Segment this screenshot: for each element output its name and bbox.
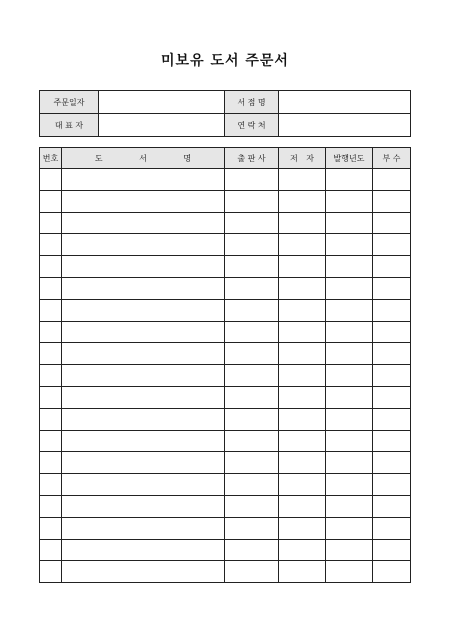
row-number-cell[interactable] <box>40 452 62 474</box>
row-number-cell[interactable] <box>40 517 62 539</box>
table-row <box>40 277 411 299</box>
book-title-cell[interactable] <box>62 212 225 234</box>
table-row <box>40 169 411 191</box>
representative-field[interactable] <box>99 114 225 137</box>
row-number-cell[interactable] <box>40 169 62 191</box>
publisher-cell[interactable] <box>225 256 279 278</box>
book-title-cell[interactable] <box>62 561 225 583</box>
publish-year-cell[interactable] <box>326 517 373 539</box>
author-cell[interactable] <box>279 343 326 365</box>
book-title-cell[interactable] <box>62 474 225 496</box>
order-info-table <box>39 90 411 137</box>
publisher-cell[interactable] <box>225 321 279 343</box>
column-header-publish-year: 발행년도 <box>326 148 373 169</box>
author-cell[interactable] <box>279 277 326 299</box>
author-cell[interactable] <box>279 452 326 474</box>
page-title: 미보유 도서 주문서 <box>161 53 289 69</box>
publish-year-cell[interactable] <box>326 408 373 430</box>
bookstore-name-label: 서 점 명 <box>225 91 279 114</box>
column-header-book-title: 도 서 명 <box>62 148 225 169</box>
publish-year-cell[interactable] <box>326 343 373 365</box>
publisher-cell[interactable] <box>225 495 279 517</box>
author-cell[interactable] <box>279 212 326 234</box>
table-row <box>40 343 411 365</box>
quantity-cell[interactable] <box>373 277 411 299</box>
book-order-rows <box>40 169 411 583</box>
publisher-cell[interactable] <box>225 234 279 256</box>
quantity-cell[interactable] <box>373 343 411 365</box>
author-cell[interactable] <box>279 299 326 321</box>
publisher-cell[interactable] <box>225 561 279 583</box>
column-header-author: 저 자 <box>279 148 326 169</box>
row-number-cell[interactable] <box>40 343 62 365</box>
table-row <box>40 256 411 278</box>
publish-year-cell[interactable] <box>326 256 373 278</box>
publish-year-cell[interactable] <box>326 321 373 343</box>
publish-year-cell[interactable] <box>326 561 373 583</box>
book-order-table <box>39 147 411 583</box>
table-row <box>40 299 411 321</box>
quantity-cell[interactable] <box>373 386 411 408</box>
table-row <box>40 517 411 539</box>
book-title-cell[interactable] <box>62 299 225 321</box>
book-title-cell[interactable] <box>62 277 225 299</box>
table-row <box>40 365 411 387</box>
table-row <box>40 495 411 517</box>
book-title-cell[interactable] <box>62 386 225 408</box>
publish-year-cell[interactable] <box>326 386 373 408</box>
quantity-cell[interactable] <box>373 256 411 278</box>
quantity-cell[interactable] <box>373 561 411 583</box>
order-date-field[interactable] <box>99 91 225 114</box>
table-row <box>40 386 411 408</box>
publisher-cell[interactable] <box>225 539 279 561</box>
contact-label: 연 락 처 <box>225 114 279 137</box>
column-header-number: 번호 <box>40 148 62 169</box>
publish-year-cell[interactable] <box>326 299 373 321</box>
publisher-cell[interactable] <box>225 430 279 452</box>
publish-year-cell[interactable] <box>326 190 373 212</box>
author-cell[interactable] <box>279 386 326 408</box>
publish-year-cell[interactable] <box>326 495 373 517</box>
row-number-cell[interactable] <box>40 495 62 517</box>
publish-year-cell[interactable] <box>326 234 373 256</box>
author-cell[interactable] <box>279 474 326 496</box>
quantity-cell[interactable] <box>373 495 411 517</box>
quantity-cell[interactable] <box>373 517 411 539</box>
row-number-cell[interactable] <box>40 539 62 561</box>
book-title-cell[interactable] <box>62 430 225 452</box>
publisher-cell[interactable] <box>225 386 279 408</box>
row-number-cell[interactable] <box>40 321 62 343</box>
book-title-cell[interactable] <box>62 517 225 539</box>
author-cell[interactable] <box>279 430 326 452</box>
row-number-cell[interactable] <box>40 277 62 299</box>
column-header-publisher: 출 판 사 <box>225 148 279 169</box>
quantity-cell[interactable] <box>373 430 411 452</box>
table-header-row <box>40 148 411 169</box>
publish-year-cell[interactable] <box>326 430 373 452</box>
table-row <box>40 190 411 212</box>
row-number-cell[interactable] <box>40 430 62 452</box>
quantity-cell[interactable] <box>373 212 411 234</box>
table-row <box>40 234 411 256</box>
order-date-label: 주문일자 <box>40 91 99 114</box>
table-row <box>40 452 411 474</box>
row-number-cell[interactable] <box>40 234 62 256</box>
publisher-cell[interactable] <box>225 299 279 321</box>
publisher-cell[interactable] <box>225 517 279 539</box>
table-row <box>40 539 411 561</box>
row-number-cell[interactable] <box>40 365 62 387</box>
quantity-cell[interactable] <box>373 539 411 561</box>
table-row <box>40 321 411 343</box>
quantity-cell[interactable] <box>373 408 411 430</box>
order-info-row <box>40 114 411 137</box>
author-cell[interactable] <box>279 517 326 539</box>
table-row <box>40 430 411 452</box>
book-title-cell[interactable] <box>62 234 225 256</box>
row-number-cell[interactable] <box>40 561 62 583</box>
column-header-quantity: 부 수 <box>373 148 411 169</box>
publish-year-cell[interactable] <box>326 212 373 234</box>
quantity-cell[interactable] <box>373 474 411 496</box>
row-number-cell[interactable] <box>40 408 62 430</box>
row-number-cell[interactable] <box>40 474 62 496</box>
book-title-cell[interactable] <box>62 365 225 387</box>
publish-year-cell[interactable] <box>326 452 373 474</box>
book-title-cell[interactable] <box>62 256 225 278</box>
publisher-cell[interactable] <box>225 474 279 496</box>
author-cell[interactable] <box>279 256 326 278</box>
table-row <box>40 474 411 496</box>
publish-year-cell[interactable] <box>326 169 373 191</box>
book-title-cell[interactable] <box>62 343 225 365</box>
row-number-cell[interactable] <box>40 386 62 408</box>
publisher-cell[interactable] <box>225 365 279 387</box>
representative-label: 대 표 자 <box>40 114 99 137</box>
quantity-cell[interactable] <box>373 299 411 321</box>
row-number-cell[interactable] <box>40 212 62 234</box>
row-number-cell[interactable] <box>40 299 62 321</box>
author-cell[interactable] <box>279 561 326 583</box>
book-title-cell[interactable] <box>62 452 225 474</box>
publisher-cell[interactable] <box>225 190 279 212</box>
book-title-cell[interactable] <box>62 495 225 517</box>
publisher-cell[interactable] <box>225 212 279 234</box>
row-number-cell[interactable] <box>40 190 62 212</box>
publisher-cell[interactable] <box>225 452 279 474</box>
quantity-cell[interactable] <box>373 321 411 343</box>
author-cell[interactable] <box>279 169 326 191</box>
book-title-cell[interactable] <box>62 190 225 212</box>
publisher-cell[interactable] <box>225 343 279 365</box>
quantity-cell[interactable] <box>373 365 411 387</box>
publish-year-cell[interactable] <box>326 365 373 387</box>
quantity-cell[interactable] <box>373 452 411 474</box>
author-cell[interactable] <box>279 321 326 343</box>
book-title-cell[interactable] <box>62 408 225 430</box>
order-info-row <box>40 91 411 114</box>
author-cell[interactable] <box>279 539 326 561</box>
row-number-cell[interactable] <box>40 256 62 278</box>
book-title-cell[interactable] <box>62 539 225 561</box>
contact-field[interactable] <box>279 114 411 137</box>
publisher-cell[interactable] <box>225 169 279 191</box>
publish-year-cell[interactable] <box>326 539 373 561</box>
table-row <box>40 212 411 234</box>
quantity-cell[interactable] <box>373 169 411 191</box>
publish-year-cell[interactable] <box>326 474 373 496</box>
author-cell[interactable] <box>279 365 326 387</box>
publisher-cell[interactable] <box>225 408 279 430</box>
author-cell[interactable] <box>279 190 326 212</box>
author-cell[interactable] <box>279 234 326 256</box>
table-row <box>40 408 411 430</box>
publisher-cell[interactable] <box>225 277 279 299</box>
bookstore-name-field[interactable] <box>279 91 411 114</box>
book-title-cell[interactable] <box>62 321 225 343</box>
publish-year-cell[interactable] <box>326 277 373 299</box>
book-title-cell[interactable] <box>62 169 225 191</box>
author-cell[interactable] <box>279 495 326 517</box>
table-row <box>40 561 411 583</box>
author-cell[interactable] <box>279 408 326 430</box>
quantity-cell[interactable] <box>373 190 411 212</box>
quantity-cell[interactable] <box>373 234 411 256</box>
